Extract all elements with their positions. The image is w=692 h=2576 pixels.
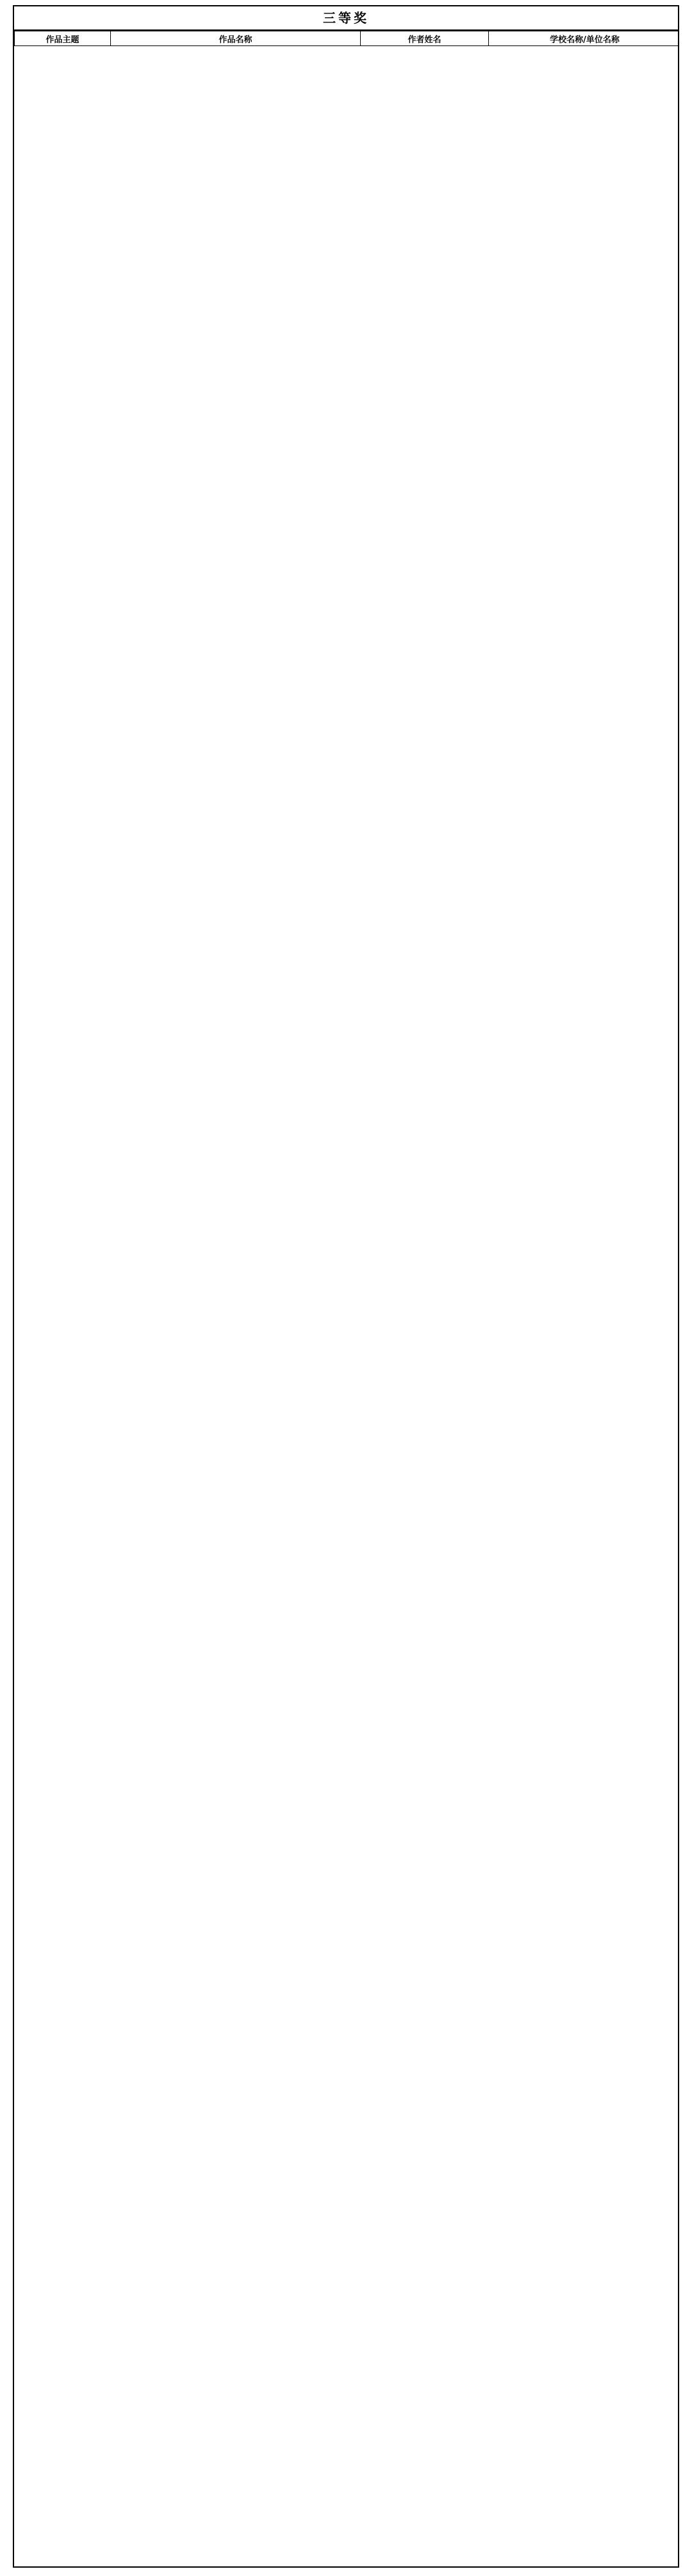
award-level-title: 三等奖 <box>14 6 678 31</box>
award-table-sheet <box>13 5 679 2568</box>
column-header-author: 作者姓名 <box>361 31 489 46</box>
column-header-school: 学校名称/单位名称 <box>489 31 680 46</box>
column-header-theme: 作品主题 <box>15 31 111 46</box>
column-header-work-title: 作品名称 <box>111 31 361 46</box>
award-table <box>14 31 679 46</box>
table-header-row <box>15 31 680 46</box>
